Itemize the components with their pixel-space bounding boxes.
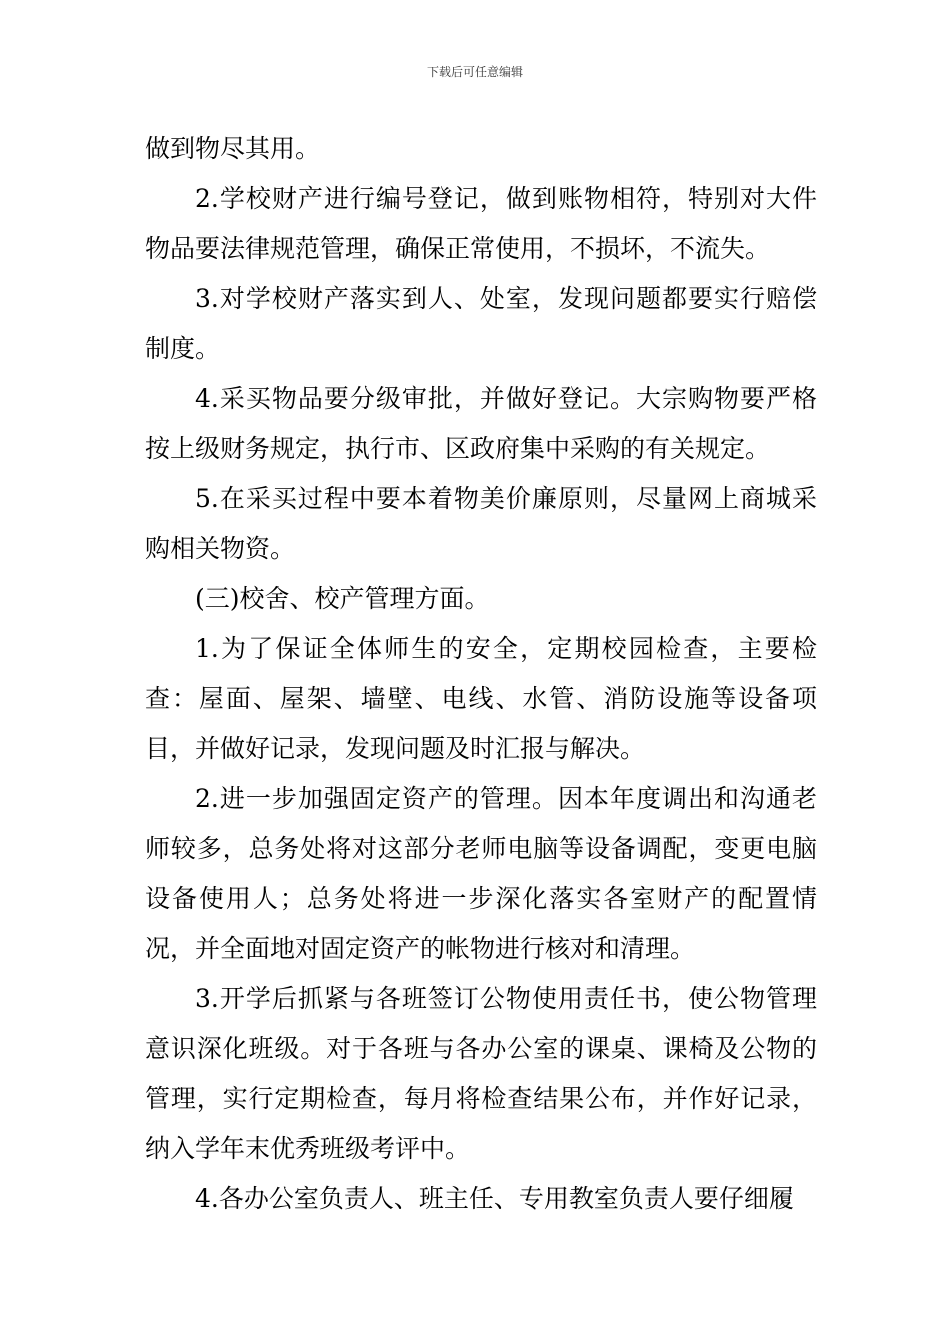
paragraph: 4.各办公室负责人、班主任、专用教室负责人要仔细履 <box>195 1184 794 1213</box>
section-heading: (三)校舍、校产管理方面。 <box>195 584 490 613</box>
page-header: 下载后可任意编辑 <box>426 65 523 79</box>
paragraph: 3.对学校财产落实到人、处室，发现问题都要实行赔偿制度。 <box>145 284 817 363</box>
paragraph: 4.采买物品要分级审批，并做好登记。大宗购物要严格按上级财务规定，执行市、区政府集中采购的有关规定。 <box>145 384 817 463</box>
paragraph: 2.学校财产进行编号登记，做到账物相符，特别对大件物品要法律规范管理，确保正常使用，不损坏，不流失。 <box>145 184 817 263</box>
document-body <box>145 124 817 1224</box>
paragraph: 3.开学后抓紧与各班签订公物使用责任书，使公物管理意识深化班级。对于各班与各办公室的课桌、课椅及公物的管理，实行定期检查，每月将检查结果公布，并作好记录，纳入学年末优秀班级考评中。 <box>145 984 817 1163</box>
paragraph: 1.为了保证全体师生的安全，定期校园检查，主要检查：屋面、屋架、墙壁、电线、水管、消防设施等设备项目，并做好记录，发现问题及时汇报与解决。 <box>145 634 817 763</box>
paragraph: 5.在采买过程中要本着物美价廉原则，尽量网上商城采购相关物资。 <box>145 484 817 563</box>
paragraph: 2.进一步加强固定资产的管理。因本年度调出和沟通老师较多，总务处将对这部分老师电脑等设备调配，变更电脑设备使用人；总务处将进一步深化落实各室财产的配置情况，并全面地对固定资产的帐物进行核对和清理。 <box>145 784 817 963</box>
paragraph: 做到物尽其用。 <box>145 134 321 163</box>
